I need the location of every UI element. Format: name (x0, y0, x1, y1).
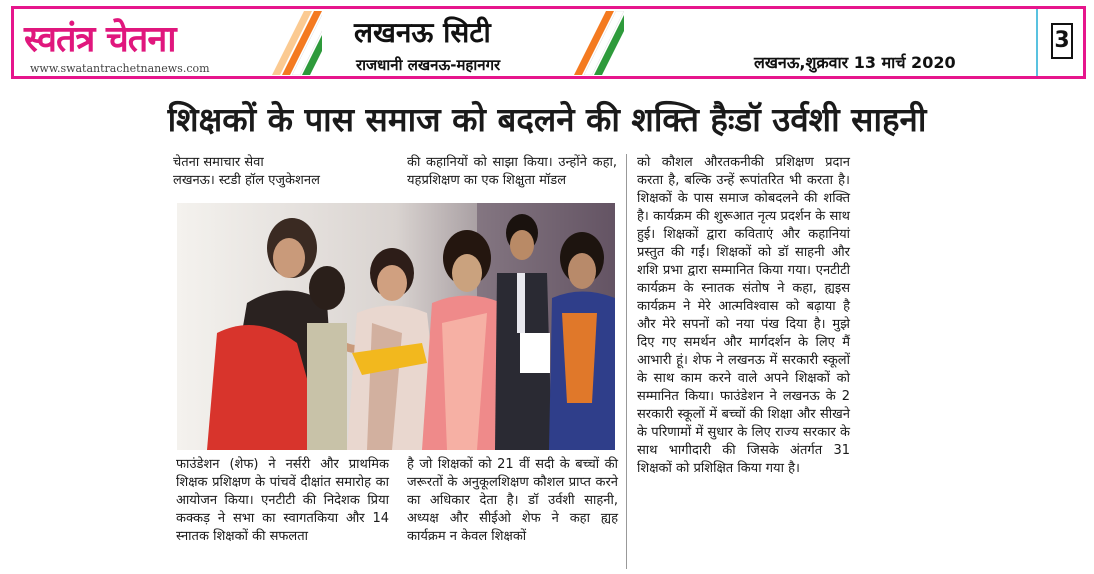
section-title: लखनऊ सिटी (354, 16, 491, 49)
article-text: की कहानियों को साझा किया। उन्होंने कहा, यहप्रशिक्षण का एक शिक्षुता मॉडल (407, 155, 617, 188)
article-column-1-top (173, 154, 388, 190)
article-column-1-bottom (176, 456, 389, 546)
event-photo (177, 203, 615, 450)
masthead (11, 6, 1086, 79)
masthead-divider (1036, 9, 1038, 76)
article-text: को कौशल औरतकनीकी प्रशिक्षण प्रदान करता है, बल्कि उन्हें रूपांतरित भी करता है। शिक्षकों के पास समाज कोबदलने की शक्ति है। कार्यक्रम की शुरूआत नृत्य प्रदर्शन के साथ हुई। शिक्षकों द्वारा कविताएं और कहानियां प्रस्तुत की गईं। शिक्षकों को डॉ साहनी और शशि प्रभा द्वारा सम्मानित किया गया। एनटीटी कार्यक्रम के स्नातक संतोष ने कहा, ह्यइस कार्यक्रम ने मेरे आत्मविश्वास को बढ़ाया है और मेरे सपनों को नया पंख दिया है। मुझे दिए गए समर्थन और मार्गदर्शन के लिए मैं आभारी हूं। शेफ ने लखनऊ में सरकारी स्कूलों के साथ काम करने वाले अपने शिक्षकों को सम्मानित किया। फाउंडेशन ने लखनऊ के 2 सरकारी स्कूलों में बच्चों की शिक्षा और सीखने के परिणामों में सुधार के लिए राज्य सरकार के साथ भागीदारी की जिसके अंतर्गत 31 शिक्षकों को प्रशिक्षित किया गया है। (637, 155, 850, 476)
tricolor-stripes-icon (554, 11, 624, 75)
newspaper-logo[interactable]: स्वतंत्र चेतना (24, 19, 176, 60)
tricolor-stripes-icon (252, 11, 322, 75)
article-column-3 (637, 154, 850, 478)
article-column-2-top (407, 154, 617, 190)
column-divider (626, 154, 627, 569)
article-column-2-bottom (407, 456, 618, 546)
headline: शिक्षकों के पास समाज को बदलने की शक्ति हैःडॉ उर्वशी साहनी (167, 100, 927, 139)
page-number: 3 (1051, 23, 1073, 59)
section-subtitle: राजधानी लखनऊ-महानगर (356, 56, 501, 74)
article-text: लखनऊ। स्टडी हॉल एजुकेशनल (173, 173, 320, 188)
article-text: है जो शिक्षकों को 21 वीं सदी के बच्चों की जरूरतों के अनुकूलशिक्षण कौशल प्राप्त करने का अधिकार देता है। डॉ उर्वशी साहनी, अध्यक्ष और सीईओ शेफ ने कहा ह्यह कार्यक्रम न केवल शिक्षकों (407, 457, 618, 544)
article-text: फाउंडेशन (शेफ) ने नर्सरी और प्राथमिक शिक्षक प्रशिक्षण के पांचवें दीक्षांत समारोह का आयोजन किया। एनटीटी की निदेशक प्रिया कक्कड़ ने सभा का स्वागतकिया और 14 स्नातक शिक्षकों की सफलता (176, 457, 389, 544)
event-photo-image (177, 203, 615, 450)
byline: चेतना समाचार सेवा (173, 155, 264, 170)
issue-date: लखनऊ,शुक्रवार 13 मार्च 2020 (754, 53, 956, 72)
site-url[interactable]: www.swatantrachetnanews.com (30, 62, 210, 75)
